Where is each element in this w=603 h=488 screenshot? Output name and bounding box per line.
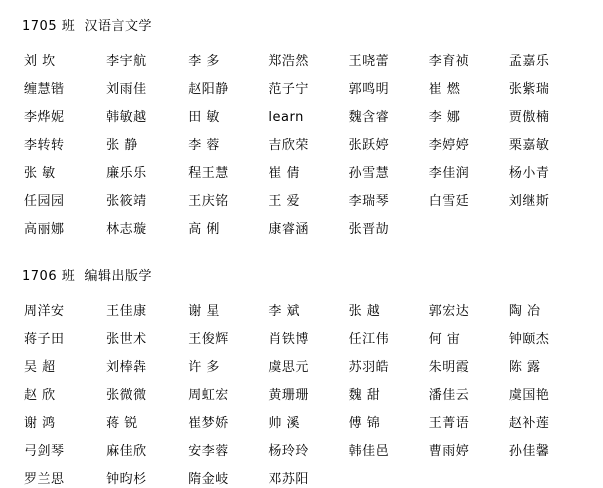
student-name: 陈 露 (508, 360, 541, 375)
student-name: 刘 坎 (24, 54, 56, 69)
student-name: 隋金岐 (188, 472, 229, 487)
student-name (423, 222, 503, 238)
student-name: 朱明霞 (428, 360, 470, 375)
student-name: 麻佳欣 (106, 444, 147, 459)
student-name: 刘棒犇 (106, 360, 147, 375)
student-name: 赵阳静 (188, 82, 229, 97)
student-name: 张 敏 (24, 166, 56, 181)
student-name: 黄珊珊 (268, 388, 309, 403)
student-name: 王哓蕾 (348, 54, 390, 69)
student-name: 郭鸣明 (348, 82, 390, 97)
section-title: 1706 班 编辑出版学 (22, 269, 152, 284)
class-section-1706 (22, 268, 583, 488)
student-name: 李宇航 (106, 54, 147, 69)
student-name: 康睿涵 (268, 222, 309, 237)
student-name: 钟颐杰 (508, 332, 550, 347)
student-name: 李 娜 (428, 110, 461, 125)
student-name: 程王慧 (188, 166, 229, 181)
student-name: 张跃婷 (348, 138, 390, 153)
student-name: 李烨妮 (24, 110, 65, 125)
student-name: 苏羽皓 (348, 360, 390, 375)
student-name: 李育祯 (428, 54, 470, 69)
student-name (503, 222, 583, 238)
student-name: 刘继斯 (508, 194, 550, 209)
student-name: 张 越 (348, 304, 381, 319)
student-name: 田 敏 (188, 110, 220, 125)
student-name: 虞国艳 (508, 388, 550, 403)
student-name: 杨小青 (508, 166, 550, 181)
student-name: 李 蓉 (188, 138, 220, 153)
student-name: 杨玲玲 (268, 444, 309, 459)
student-name: 钟昀杉 (106, 472, 147, 487)
student-name: learn (268, 110, 304, 125)
student-name: 傅 锦 (348, 416, 381, 431)
student-name: 林志璇 (106, 222, 147, 237)
student-name: 吉欣荣 (268, 138, 309, 153)
student-name: 孙佳馨 (508, 444, 550, 459)
student-name: 孟嘉乐 (508, 54, 550, 69)
student-name: 弓剑琴 (24, 444, 65, 459)
student-name (423, 472, 503, 488)
student-name-grid (22, 54, 583, 238)
student-name: 李 多 (188, 54, 220, 69)
student-name: 李转转 (24, 138, 65, 153)
class-section-1705 (22, 18, 583, 238)
student-name: 陶 冶 (508, 304, 541, 319)
student-name: 张世术 (106, 332, 147, 347)
student-name: 李 斌 (268, 304, 301, 319)
student-name: 高丽娜 (24, 222, 65, 237)
student-name (343, 472, 423, 488)
student-name-grid (22, 304, 583, 488)
student-name: 王菁语 (428, 416, 470, 431)
student-name: 任江伟 (348, 332, 390, 347)
student-name: 谢 鸿 (24, 416, 56, 431)
student-name: 高 俐 (188, 222, 220, 237)
student-name: 李瑞琴 (348, 194, 390, 209)
student-name: 曹雨婷 (428, 444, 470, 459)
student-name: 王庆铭 (188, 194, 229, 209)
student-name: 范子宁 (268, 82, 309, 97)
student-name: 王俊辉 (188, 332, 229, 347)
student-name: 韩佳邑 (348, 444, 390, 459)
student-name: 李婷婷 (428, 138, 470, 153)
student-name: 邓苏阳 (268, 472, 309, 487)
student-name: 孙雪慧 (348, 166, 390, 181)
student-name: 崔 燃 (428, 82, 461, 97)
student-name: 张筱靖 (106, 194, 147, 209)
section-title: 1705 班 汉语言文学 (22, 19, 152, 34)
student-name: 安李蓉 (188, 444, 229, 459)
student-name: 虞思元 (268, 360, 309, 375)
student-name: 栗嘉敏 (508, 138, 550, 153)
student-name: 蒋 锐 (106, 416, 138, 431)
student-name: 罗兰思 (24, 472, 65, 487)
student-name: 郭宏达 (428, 304, 470, 319)
student-name: 吴 超 (24, 360, 56, 375)
student-name: 王佳康 (106, 304, 147, 319)
student-name: 周洋安 (24, 304, 65, 319)
student-name: 张 静 (106, 138, 138, 153)
student-name: 张微微 (106, 388, 147, 403)
student-name: 李佳润 (428, 166, 470, 181)
student-name: 崔 倩 (268, 166, 301, 181)
student-name: 许 多 (188, 360, 220, 375)
student-name: 赵补莲 (508, 416, 550, 431)
student-name: 王 爱 (268, 194, 301, 209)
student-name: 张晋劼 (348, 222, 390, 237)
student-name: 魏 甜 (348, 388, 381, 403)
student-name: 任园园 (24, 194, 65, 209)
student-name: 郑浩然 (268, 54, 309, 69)
student-name: 贾傲楠 (508, 110, 550, 125)
student-name: 张紫瑞 (508, 82, 550, 97)
student-name: 廉乐乐 (106, 166, 147, 181)
student-name: 周虹宏 (188, 388, 229, 403)
student-name: 潘佳云 (428, 388, 470, 403)
student-name: 蒋子田 (24, 332, 65, 347)
student-name: 崔梦娇 (188, 416, 229, 431)
student-name: 帅 溪 (268, 416, 301, 431)
student-name: 肖铁博 (268, 332, 309, 347)
student-name: 缠慧锴 (24, 82, 65, 97)
student-name: 刘雨佳 (106, 82, 147, 97)
student-name (503, 472, 583, 488)
section-spacer (22, 238, 583, 268)
student-name: 魏含睿 (348, 110, 390, 125)
student-name: 赵 欣 (24, 388, 56, 403)
student-name: 何 宙 (428, 332, 461, 347)
student-name: 谢 星 (188, 304, 220, 319)
student-name: 白雪廷 (428, 194, 470, 209)
student-name: 韩敏越 (106, 110, 147, 125)
